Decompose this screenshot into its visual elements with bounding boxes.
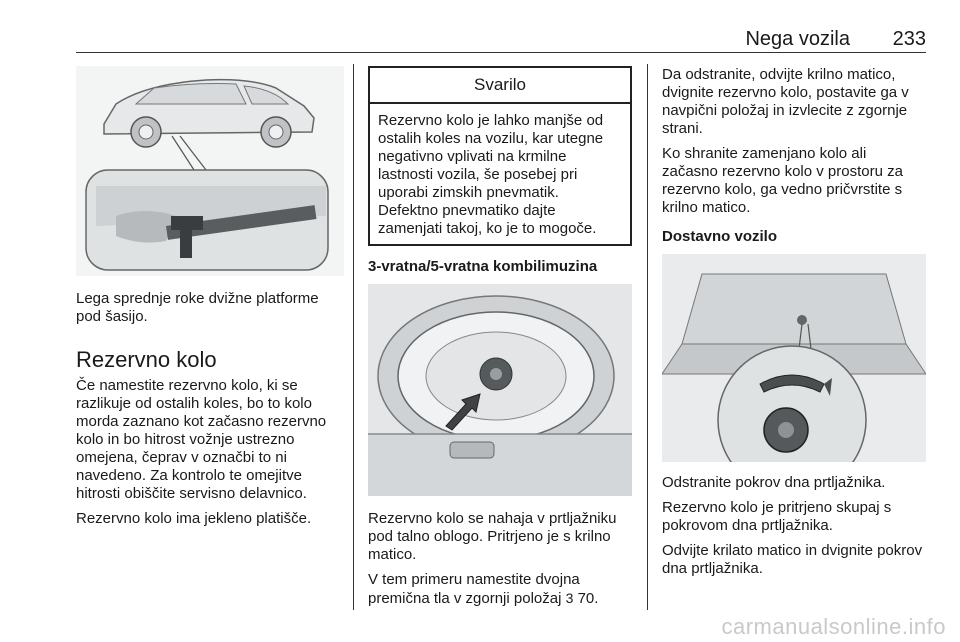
section-heading-spare-wheel: Rezervno kolo	[76, 347, 217, 372]
column-right	[662, 66, 926, 585]
spare-wheel-well-illustration	[368, 284, 632, 496]
column-divider-1	[353, 64, 354, 610]
page-reference-link[interactable]: 70.	[577, 590, 599, 607]
warning-title: Svarilo	[370, 68, 630, 104]
van-cargo-illustration	[662, 254, 926, 462]
page-header	[76, 26, 926, 53]
column-middle	[368, 66, 632, 615]
floor-position-text: V tem primeru namestite dvojna premična tla v zgornji položaj	[368, 571, 580, 607]
floor-position-paragraph	[368, 571, 632, 608]
page-reference-icon: 3	[565, 590, 574, 606]
watermark: carmanualsonline.info	[721, 614, 946, 639]
subheading-hatchback: 3-vratna/5-vratna kombilimuzina	[368, 258, 598, 275]
header-title: Nega vozila	[745, 28, 850, 50]
column-left	[76, 66, 344, 535]
removal-paragraph: Da odstranite, odvijte krilno matico, dvignite rezervno kolo, postavite ga v navpični položaj in izvlecite z zgornje strani.	[662, 66, 909, 137]
lift-caption: Lega sprednje roke dvižne platforme pod šasijo.	[76, 290, 319, 325]
column-divider-2	[647, 64, 648, 610]
wheel-location-paragraph: Rezervno kolo se nahaja v prtljažniku pod talno oblogo. Pritrjeno je s krilno matico.	[368, 510, 617, 563]
cover-attached-paragraph: Rezervno kolo je pritrjeno skupaj s pokrovom dna prtljažnika.	[662, 499, 892, 534]
page-number: 233	[892, 28, 926, 50]
warning-body: Rezervno kolo je lahko manjše od ostalih koles na vozilu, kar utegne negativno vplivati na krmilne lastnosti vozila, še posebej pri uporabi zimskih pnevmatik. Defektno pnevmatiko dajte zamenjati takoj, ko je to mogoče.	[378, 112, 604, 237]
unscrew-nut-paragraph: Odvijte krilato matico in dvignite pokrov dna prtljažnika.	[662, 542, 923, 577]
subheading-van: Dostavno vozilo	[662, 228, 778, 245]
car-lift-illustration	[76, 66, 344, 276]
warning-box	[368, 66, 632, 246]
remove-cover-paragraph: Odstranite pokrov dna prtljažnika.	[662, 474, 886, 491]
spare-wheel-paragraph-2: Rezervno kolo ima jekleno platišče.	[76, 510, 312, 527]
spare-wheel-paragraph-1: Če namestite rezervno kolo, ki se razlikuje od ostalih koles, bo to kolo morda zaznano kot začasno rezervno kolo in bo hitrost vožnje ustrezno omejena, čeprav v označbi to ni navedeno. Za kontrolo te omejitve hitrosti obiščite servisno delavnico.	[76, 377, 327, 502]
storage-paragraph: Ko shranite zamenjano kolo ali začasno rezervno kolo v prostoru za rezervno kolo, ga vedno pričvrstite s krilno matico.	[662, 145, 903, 216]
